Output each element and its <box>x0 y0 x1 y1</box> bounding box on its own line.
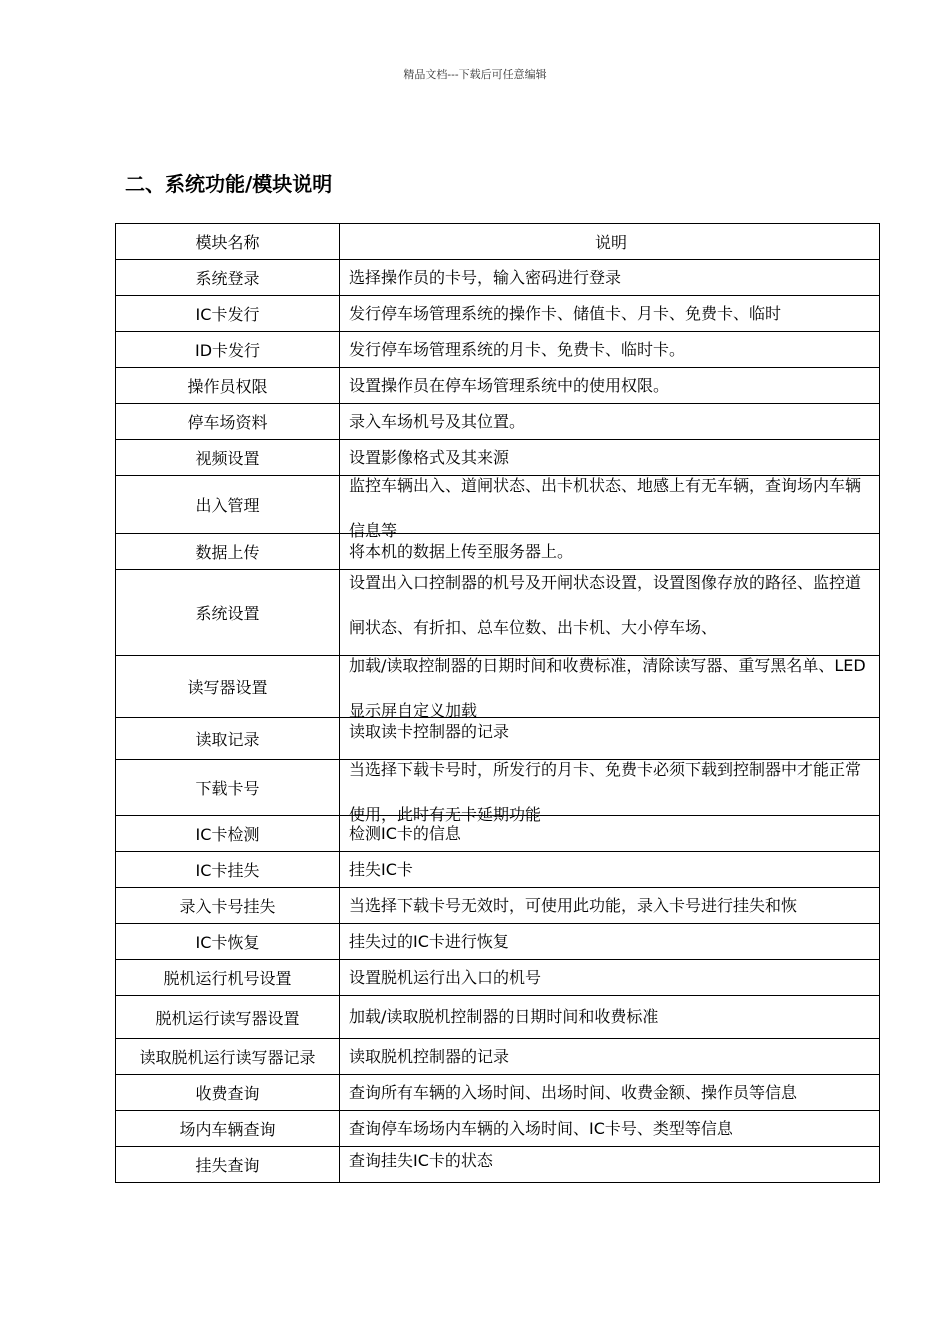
module-name: 系统登录 <box>116 260 340 296</box>
module-name: IC卡挂失 <box>116 852 340 888</box>
module-desc <box>340 332 880 368</box>
module-desc-text: 选择操作员的卡号，输入密码进行登录 <box>349 267 622 287</box>
module-desc-text: 查询所有车辆的入场时间、出场时间、收费金额、操作员等信息 <box>349 1082 798 1102</box>
module-desc-text: 设置脱机运行出入口的机号 <box>349 967 542 987</box>
module-desc-text: 查询停车场场内车辆的入场时间、IC卡号、类型等信息 <box>349 1118 733 1138</box>
section-title: 二、系统功能/模块说明 <box>125 172 333 196</box>
module-desc-text: 挂失IC卡 <box>349 859 413 879</box>
module-desc-text: 发行停车场管理系统的操作卡、储值卡、月卡、免费卡、临时 <box>349 303 782 323</box>
module-desc <box>340 996 880 1039</box>
page-header: 精品文档---下载后可任意编辑 <box>403 68 547 81</box>
module-desc-text: 查询挂失IC卡的状态 <box>349 1151 493 1170</box>
table-row <box>116 996 880 1039</box>
module-name: 录入卡号挂失 <box>116 888 340 924</box>
module-desc <box>340 1111 880 1147</box>
module-name: 操作员权限 <box>116 368 340 404</box>
module-name: 脱机运行机号设置 <box>116 960 340 996</box>
module-desc <box>340 368 880 404</box>
table-row <box>116 332 880 368</box>
module-desc-text: 加载/读取控制器的日期时间和收费标准，清除读写器、重写黑名单、LED显示屏自定义加载 <box>349 656 866 720</box>
column-header-name: 模块名称 <box>116 224 340 260</box>
module-name: ID卡发行 <box>116 332 340 368</box>
module-name: 收费查询 <box>116 1075 340 1111</box>
table-row <box>116 656 880 718</box>
module-desc <box>340 656 880 718</box>
module-name: 下载卡号 <box>116 760 340 816</box>
module-desc <box>340 888 880 924</box>
module-name: 出入管理 <box>116 476 340 534</box>
module-desc-text: 当选择下载卡号时，所发行的月卡、免费卡必须下载到控制器中才能正常使用，此时有无卡延期功能 <box>349 760 862 824</box>
table-row <box>116 1075 880 1111</box>
table-row <box>116 296 880 332</box>
module-name: 系统设置 <box>116 570 340 656</box>
module-desc-text: 读取脱机控制器的记录 <box>349 1046 510 1066</box>
module-name: 数据上传 <box>116 534 340 570</box>
module-desc <box>340 852 880 888</box>
module-table <box>115 223 880 1183</box>
module-desc <box>340 1075 880 1111</box>
table-row <box>116 260 880 296</box>
module-name: IC卡发行 <box>116 296 340 332</box>
module-name: IC卡检测 <box>116 816 340 852</box>
table-row <box>116 368 880 404</box>
table-row <box>116 1111 880 1147</box>
module-desc-text: 发行停车场管理系统的月卡、免费卡、临时卡。 <box>349 339 686 359</box>
module-name: 读写器设置 <box>116 656 340 718</box>
module-desc <box>340 1039 880 1075</box>
table-row <box>116 760 880 816</box>
module-desc <box>340 924 880 960</box>
module-desc-text: 录入车场机号及其位置。 <box>349 411 526 431</box>
module-desc-text: 当选择下载卡号无效时，可使用此功能，录入卡号进行挂失和恢 <box>349 895 798 915</box>
module-desc <box>340 404 880 440</box>
module-desc-text: 挂失过的IC卡进行恢复 <box>349 931 509 951</box>
module-desc <box>340 960 880 996</box>
module-name: 读取记录 <box>116 718 340 760</box>
module-desc-text: 监控车辆出入、道闸状态、出卡机状态、地感上有无车辆，查询场内车辆信息等 <box>349 476 862 540</box>
module-desc <box>340 296 880 332</box>
module-desc-text: 加载/读取脱机控制器的日期时间和收费标准 <box>349 1007 659 1026</box>
module-name: 读取脱机运行读写器记录 <box>116 1039 340 1075</box>
table-row <box>116 960 880 996</box>
module-desc-text: 将本机的数据上传至服务器上。 <box>349 541 574 561</box>
module-desc <box>340 476 880 540</box>
module-name: IC卡恢复 <box>116 924 340 960</box>
module-desc-text: 设置出入口控制器的机号及开闸状态设置，设置图像存放的路径、监控道闸状态、有折扣、总车位数、出卡机、大小停车场、 <box>349 573 862 637</box>
module-name: 脱机运行读写器设置 <box>116 996 340 1039</box>
module-desc <box>340 1147 880 1183</box>
module-desc-text: 设置操作员在停车场管理系统中的使用权限。 <box>349 375 670 395</box>
table-row <box>116 1147 880 1183</box>
module-desc-text: 读取读卡控制器的记录 <box>349 722 510 741</box>
table-row <box>116 1039 880 1075</box>
module-desc <box>340 760 880 824</box>
module-desc-text: 设置影像格式及其来源 <box>349 447 510 467</box>
table-row <box>116 404 880 440</box>
table-header-row <box>116 224 880 260</box>
module-name: 场内车辆查询 <box>116 1111 340 1147</box>
table-row <box>116 924 880 960</box>
module-desc-text: 检测IC卡的信息 <box>349 823 461 843</box>
table-row <box>116 476 880 534</box>
module-name: 视频设置 <box>116 440 340 476</box>
table-row <box>116 852 880 888</box>
table-row <box>116 888 880 924</box>
column-header-desc: 说明 <box>340 224 880 260</box>
module-desc <box>340 260 880 296</box>
module-name: 停车场资料 <box>116 404 340 440</box>
module-name: 挂失查询 <box>116 1147 340 1183</box>
